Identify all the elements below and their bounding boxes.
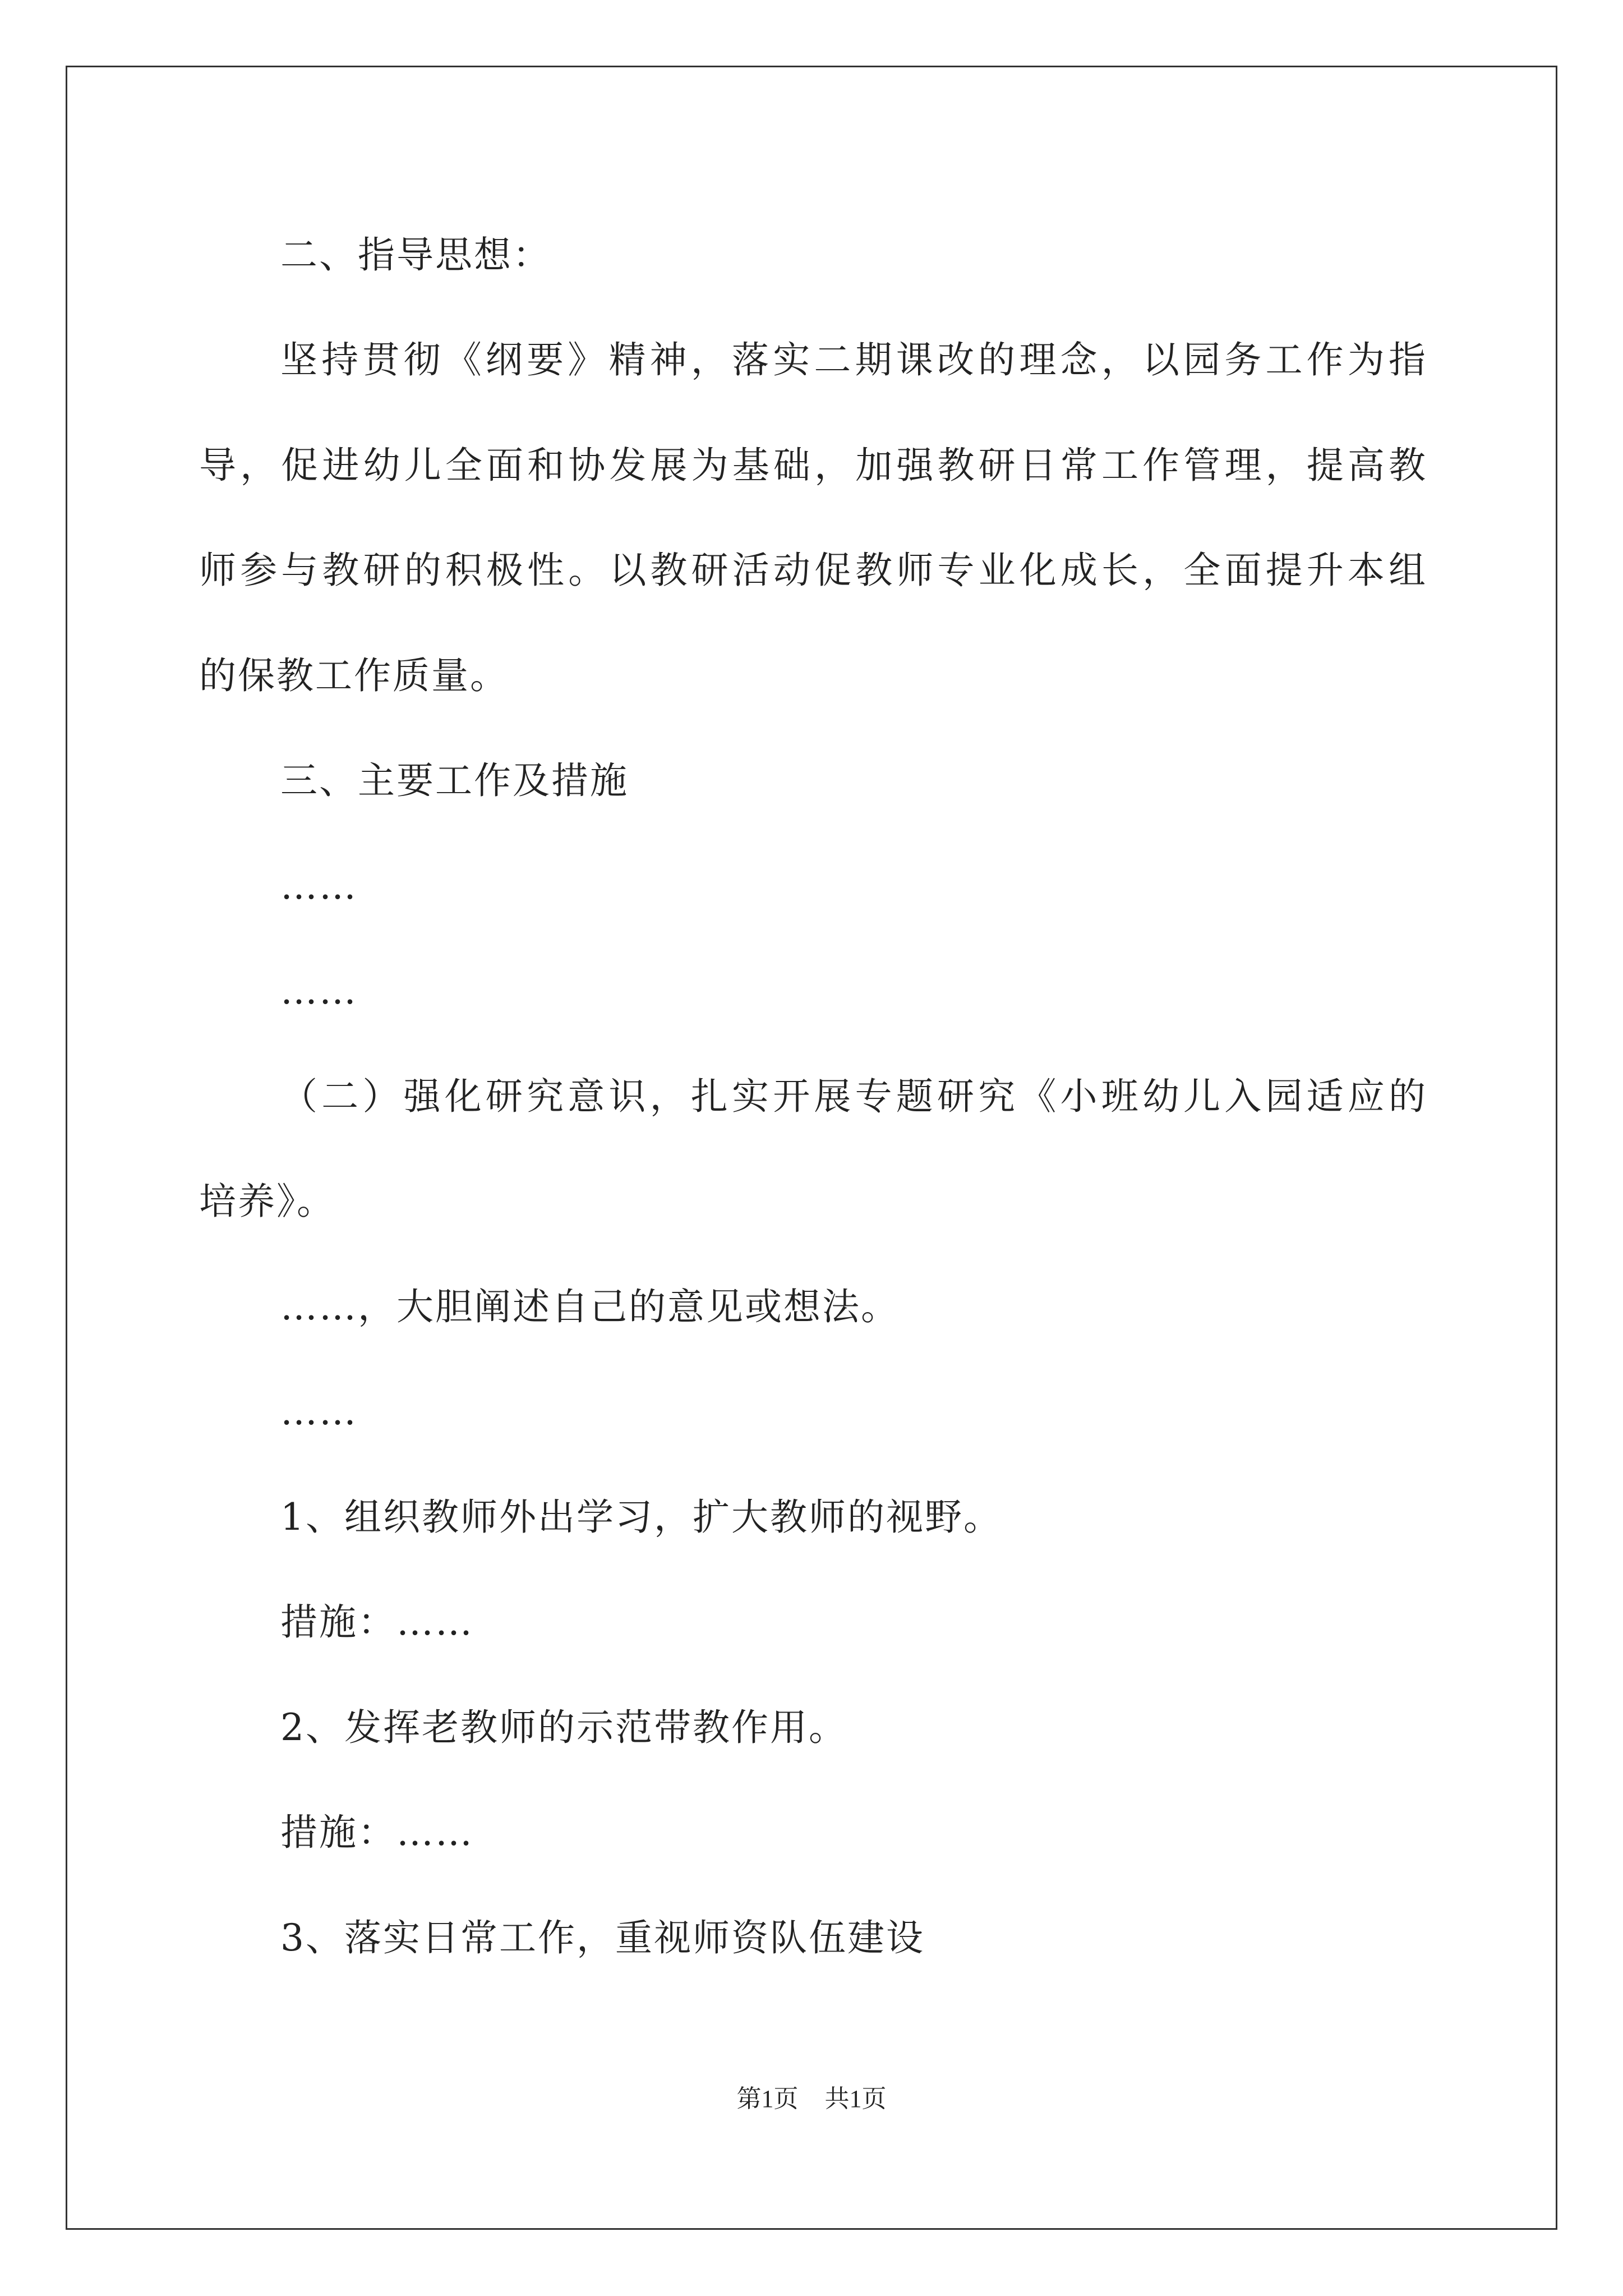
paragraph-line: 的保教工作质量。 bbox=[199, 654, 509, 697]
paragraph-line: ……，大胆阐述自己的意见或想法。 bbox=[280, 1285, 900, 1328]
list-item: 2、发挥老教师的示范带教作用。 bbox=[280, 1706, 847, 1749]
list-item: 3、落实日常工作，重视师资队伍建设 bbox=[280, 1916, 925, 1959]
list-item: 1、组织教师外出学习，扩大教师的视野。 bbox=[280, 1496, 1002, 1539]
ellipsis-line: …… bbox=[280, 1390, 358, 1433]
section-heading-main-work: 三、主要工作及措施 bbox=[280, 759, 629, 802]
page-total: 共1页 bbox=[824, 2085, 887, 2113]
ellipsis-line: …… bbox=[280, 969, 358, 1013]
section-heading-guiding-thought: 二、指导思想： bbox=[280, 233, 551, 277]
paragraph-line: 培养》。 bbox=[199, 1180, 335, 1223]
ellipsis-line: …… bbox=[280, 864, 358, 908]
page-border bbox=[66, 66, 1557, 2230]
page-number: 第1页 bbox=[736, 2085, 799, 2113]
paragraph-line: 坚持贯彻《纲要》精神，落实二期课改的理念，以园务工作为指 bbox=[280, 338, 1427, 381]
subsection-heading: （二）强化研究意识，扎实开展专题研究《小班幼儿入园适应的 bbox=[280, 1075, 1427, 1118]
paragraph-line: 导，促进幼儿全面和协发展为基础，加强教研日常工作管理，提高教 bbox=[199, 444, 1427, 487]
page-footer bbox=[0, 2082, 1623, 2116]
measures-line: 措施：…… bbox=[280, 1600, 474, 1644]
measures-line: 措施：…… bbox=[280, 1811, 474, 1854]
paragraph-line: 师参与教研的积极性。以教研活动促教师专业化成长，全面提升本组 bbox=[199, 549, 1427, 592]
